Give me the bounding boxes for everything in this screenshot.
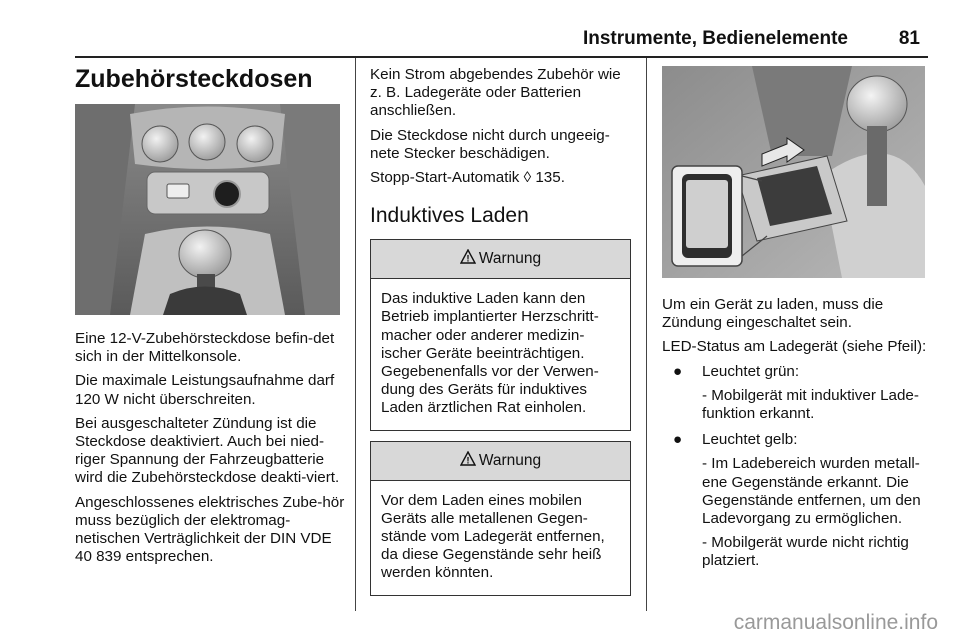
warning-header — [371, 240, 630, 279]
warning-header — [371, 442, 630, 481]
paragraph: Bei ausgeschalteter Zündung ist die Steckdose deaktiviert. Auch bei nied-riger Spannung der Fahrzeugbatterie wird die Zubehörsteckdose deakti-viert. — [75, 414, 340, 487]
running-title: Instrumente, Bedienelemente — [582, 28, 848, 49]
watermark: carmanualsonline.info — [733, 611, 938, 634]
list-item-detail: - Mobilgerät wurde nicht richtig platziert. — [702, 534, 909, 570]
header-rule — [75, 56, 928, 58]
paragraph: Stopp-Start-Automatik ◊ 135. — [370, 169, 565, 187]
paragraph: Um ein Gerät zu laden, muss die Zündung eingeschaltet sein. — [662, 296, 884, 332]
page-header — [75, 28, 928, 54]
column-divider — [355, 58, 356, 611]
column-divider — [646, 58, 647, 611]
bullet-icon: ● — [673, 362, 683, 380]
list-item — [662, 363, 928, 424]
list-item-label: Leuchtet grün: — [702, 362, 800, 380]
list-item-detail: - Mobilgerät mit induktiver Lade-funktion erkannt. — [702, 386, 919, 423]
warning-text: Vor dem Laden eines mobilen Geräts alle metallenen Gegen-stände vom Ladegerät entfernen, da diese Gegenstände sehr heiß werden könnten. — [381, 491, 605, 582]
list-item-detail: - Im Ladebereich wurden metall-ene Gegenstände erkannt. Die Gegenstände entfernen, um den Ladevorgang zu ermöglichen. — [702, 455, 921, 528]
warning-text: Das induktive Laden kann den Betrieb implantierter Herzschritt-macher oder anderer medizin-ischer Geräte beeinträchtigen. Gegebenenfalls vor der Verwen-dung des Geräts für induktives Laden ärztlichen Rat einholen. — [381, 290, 599, 417]
paragraph: Die maximale Leistungsaufnahme darf 120 W nicht überschreiten. — [75, 372, 335, 408]
warning-box — [370, 239, 631, 430]
paragraph: Angeschlossenes elektrisches Zube-hör muss bezüglich der elektromag-netischen Verträglichkeit der DIN VDE 40 839 entsprechen. — [75, 493, 345, 566]
page-number: 81 — [898, 28, 920, 49]
charger-photo — [662, 66, 925, 278]
list-item-label: Leuchtet gelb: — [702, 431, 798, 449]
warning-title: Warnung — [478, 250, 542, 268]
list-item — [662, 431, 928, 570]
console-photo — [75, 104, 340, 315]
paragraph: Kein Strom abgebendes Zubehör wie z. B. Ladegeräte oder Batterien anschließen. — [370, 66, 621, 120]
warning-title: Warnung — [478, 451, 542, 469]
section-heading: Zubehörsteckdosen — [75, 65, 313, 93]
warning-icon — [460, 249, 476, 269]
led-status-list — [662, 363, 928, 571]
warning-box — [370, 441, 631, 596]
bullet-icon: ● — [673, 431, 683, 449]
paragraph: Die Steckdose nicht durch ungeeig-nete Stecker beschädigen. — [370, 126, 610, 162]
svg-text:!: ! — [466, 253, 470, 264]
paragraph: LED-Status am Ladegerät (siehe Pfeil): — [662, 338, 927, 356]
paragraph: Eine 12-V-Zubehörsteckdose befin-det sich in der Mittelkonsole. — [75, 330, 335, 366]
column-3 — [662, 66, 928, 579]
svg-text:!: ! — [466, 455, 470, 466]
section-heading: Induktives Laden — [370, 204, 529, 228]
column-1 — [75, 64, 345, 572]
warning-icon — [460, 451, 476, 471]
column-2 — [370, 66, 631, 606]
